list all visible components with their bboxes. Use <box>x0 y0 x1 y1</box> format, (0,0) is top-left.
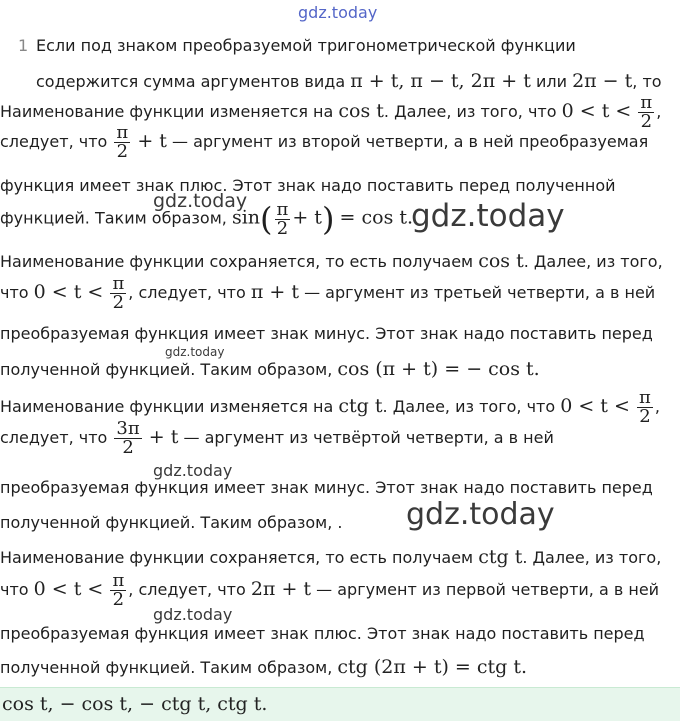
b3-line-4: полученной функцией. Таким образом, . <box>0 513 343 532</box>
b1-line-1: Наименование функции изменяется на cos t. Далее, из того, что 0 < t < $\frac{\pi}{2}$ , <box>0 92 662 132</box>
b3-line-3: преобразуемая функция имеет знак минус. Этот знак надо поставить перед <box>0 478 653 497</box>
watermark-small-2: gdz.today <box>165 345 225 359</box>
intro-line-1: Если под знаком преобразуемой тригонометрической функции <box>36 36 576 55</box>
b1-line-3: функция имеет знак плюс. Этот знак надо поставить перед полученной <box>0 176 616 195</box>
watermark-large-1: gdz.today <box>411 198 565 234</box>
b1-l4-fn: sin <box>231 206 261 229</box>
b4-line-3: преобразуемая функция имеет знак плюс. Этот знак надо поставить перед <box>0 624 645 643</box>
answer-box <box>0 687 680 721</box>
b1-fraction: $\frac{\pi}{2}$ <box>640 92 653 132</box>
b1-text-2: . Далее, из того, что <box>383 102 557 121</box>
b1-ineq: 0 < t < <box>561 100 632 122</box>
b4-l4-math: ctg (2π + t) = ctg t. <box>337 656 528 678</box>
intro-end: , то <box>632 72 662 91</box>
b1-l4-fraction: $\frac{\pi}{2}$ <box>276 198 289 239</box>
intro-or: или <box>535 72 567 91</box>
b3-l2-fraction: $\frac{3\pi}{2}$ <box>116 418 140 458</box>
b1-l4-text: функцией. Таким образом, <box>0 208 227 228</box>
watermark-small-3: gdz.today <box>153 461 233 480</box>
b4-fraction: $\frac{\pi}{2}$ <box>112 570 125 610</box>
intro-line-2 <box>36 70 662 92</box>
b1-l2-text: — аргумент из второй четверти, а в ней преобразуемая <box>172 132 649 151</box>
b1-l4-rest: = cos t. <box>339 206 414 229</box>
b2-line-2: что 0 < t < $\frac{\pi}{2}$ , следует, что π + t — аргумент из третьей четверти, а в ней <box>0 273 656 313</box>
b3-fraction: $\frac{\pi}{2}$ <box>639 387 651 427</box>
b2-line-1: Наименование функции сохраняется, то есть получаем cos t. Далее, из того, <box>0 250 663 272</box>
b1-l2-fraction: $\frac{\pi}{2}$ <box>116 122 129 162</box>
b2-l4-math: cos (π + t) = − cos t. <box>337 358 540 380</box>
b2-math: cos t <box>478 250 524 272</box>
b1-math: cos t <box>338 100 384 122</box>
b4-line-2: что 0 < t < $\frac{\pi}{2}$ , следует, что 2π + t — аргумент из первой четверти, а в ней <box>0 570 660 610</box>
answer-text: cos t, − cos t, − ctg t, ctg t. <box>2 693 268 715</box>
intro-math-2: 2π − t <box>572 70 633 92</box>
b2-fraction: $\frac{\pi}{2}$ <box>112 273 125 313</box>
b2-line-3: преобразуемая функция имеет знак минус. Этот знак надо поставить перед <box>0 324 653 343</box>
b1-line-4: функцией. Таким образом, sin( $\frac{\pi}{2}$ + t) = cos t. <box>0 198 414 239</box>
b1-l2-start: следует, что <box>0 132 108 151</box>
b2-line-4: полученной функцией. Таким образом, cos (π + t) = − cos t. <box>0 358 540 380</box>
b1-l2-math: + t <box>137 130 167 152</box>
watermark-small-1: gdz.today <box>153 190 248 212</box>
intro-text: содержится сумма аргументов вида <box>36 72 346 91</box>
b4-line-1: Наименование функции сохраняется, то есть получаем ctg t. Далее, из того, <box>0 546 662 568</box>
watermark-top: gdz.today <box>298 3 378 22</box>
b3-line-1: Наименование функции изменяется на ctg t. Далее, из того, что 0 < t < $\frac{\pi}{2}$ , <box>0 387 660 427</box>
b3-line-2: следует, что $\frac{3\pi}{2}$ + t — аргумент из четвёртой четверти, а в ней <box>0 418 554 458</box>
watermark-large-2: gdz.today <box>406 497 555 532</box>
b4-line-4: полученной функцией. Таким образом, ctg (2π + t) = ctg t. <box>0 656 528 678</box>
watermark-small-4: gdz.today <box>153 605 233 624</box>
intro-math-1: π + t, π − t, 2π + t <box>350 70 531 92</box>
b1-line-2 <box>0 124 648 161</box>
b1-text: Наименование функции изменяется на <box>0 102 334 121</box>
item-number: 1 <box>18 36 29 55</box>
